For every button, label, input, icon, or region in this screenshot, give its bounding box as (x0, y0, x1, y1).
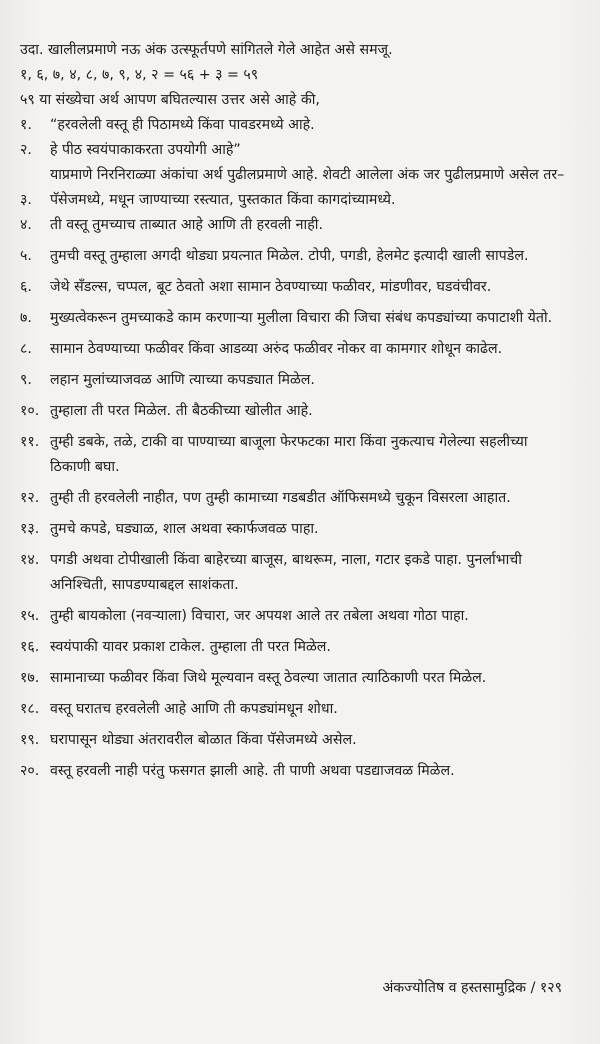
item-number: १२. (20, 490, 40, 506)
list-item (20, 728, 566, 753)
list-item (20, 759, 566, 784)
item-text: तुमचे कपडे, घड्याळ, शाल अथवा स्कार्फजवळ पाहा. (50, 521, 319, 537)
item-text: तुम्ही ती हरवलेली नाहीत, पण तुम्ही कामाच्या गडबडीत ऑफिसमध्ये चुकून विसरला आहात. (50, 490, 511, 506)
item-text: तुम्ही बायकोला (नवऱ्याला) विचारा, जर अपयश आले तर तबेला अथवा गोठा पाहा. (50, 608, 469, 624)
item-text: पगडी अथवा टोपीखाली किंवा बाहेरच्या बाजूस, बाथरूम, नाला, गटार इकडे पाहा. पुनर्लाभाची अनिश्चिती, सापडण्याबद्दल साशंकता. (50, 552, 522, 593)
list-item (20, 486, 566, 511)
item-text: हे पीठ स्वयंपाकाकरता उपयोगी आहे” (50, 142, 241, 158)
item-number: ६. (20, 279, 32, 295)
item-text: याप्रमाणे निरनिराळ्या अंकांचा अर्थ पुढीलप्रमाणे आहे. शेवटी आलेला अंक जर पुढीलप्रमाणे असेल तर– (50, 167, 565, 183)
intro-line-digits: १, ६, ७, ४, ८, ७, ९, ४, २ = ५६ + ३ = ५९ (20, 67, 259, 83)
list-item (20, 368, 566, 393)
list-item (20, 548, 566, 598)
item-number: ११. (20, 434, 40, 450)
item-text: तुम्ही डबके, तळे, टाकी वा पाण्याच्या बाजूला फेरफटका मारा किंवा नुकत्याच गेलेल्या सहलीच्या ठिकाणी बघा. (50, 434, 528, 475)
item-text: तुम्हाला ती परत मिळेल. ती बैठकीच्या खोलीत आहे. (50, 403, 313, 419)
item-number: ८. (20, 341, 32, 357)
item-text: जेथे सँडल्स, चप्पल, बूट ठेवतो अशा सामान ठेवण्याच्या फळीवर, मांडणीवर, घडवंचीवर. (50, 279, 492, 295)
item-number: १. (20, 117, 32, 133)
list-item (20, 138, 566, 163)
item-text: घरापासून थोड्या अंतरावरील बोळात किंवा पॅसेजमध्ये असेल. (50, 732, 357, 748)
item-text: सामान ठेवण्याच्या फळीवर किंवा आडव्या अरुंद फळीवर नोकर वा कामगार शोधून काढेल. (50, 341, 503, 357)
list-item (20, 306, 566, 331)
list-item (20, 666, 566, 691)
item-number: ५. (20, 248, 32, 264)
item-number: १६. (20, 639, 40, 655)
item-text: ती वस्तू तुमच्याच ताब्यात आहे आणि ती हरवली नाही. (50, 217, 323, 233)
item-text: मुख्यत्वेकरून तुमच्याकडे काम करणाऱ्या मुलीला विचारा की जिचा संबंध कपड्यांच्या कपाटाशी येतो. (50, 310, 553, 326)
item-number: ३. (20, 192, 32, 208)
item-number: २०. (20, 763, 40, 779)
list-item (20, 337, 566, 362)
item-text: स्वयंपाकी यावर प्रकाश टाकेल. तुम्हाला ती परत मिळेल. (50, 639, 331, 655)
list-item (20, 244, 566, 269)
list-item (20, 430, 566, 480)
page-footer: अंकज्योतिष व हस्तसामुद्रिक / १२९ (382, 980, 562, 996)
intro-line-example: उदा. खालीलप्रमाणे नऊ अंक उत्स्फूर्तपणे सांगितले गेले आहेत असे समजू. (20, 42, 393, 58)
item-number: १४. (20, 552, 40, 568)
list-item (20, 604, 566, 629)
item-number: १८. (20, 701, 40, 717)
item-number: १०. (20, 403, 40, 419)
item-number: ९. (20, 372, 32, 388)
item-number: २. (20, 142, 32, 158)
item-number: ४. (20, 217, 32, 233)
list-item (20, 275, 566, 300)
list-item (20, 163, 566, 188)
list-item (20, 399, 566, 424)
item-number: १३. (20, 521, 40, 537)
item-text: सामानाच्या फळीवर किंवा जिथे मूल्यवान वस्तू ठेवल्या जातात त्याठिकाणी परत मिळेल. (50, 670, 487, 686)
list-item (20, 188, 566, 213)
item-text: वस्तू हरवली नाही परंतु फसगत झाली आहे. ती पाणी अथवा पडद्याजवळ मिळेल. (50, 763, 455, 779)
item-text: “हरवलेली वस्तू ही पिठामध्ये किंवा पावडरमध्ये आहे. (50, 117, 315, 133)
item-number: १९. (20, 732, 40, 748)
intro-line-meaning: ५९ या संख्येचा अर्थ आपण बघितल्यास उत्तर असे आहे की, (20, 92, 320, 108)
list-item (20, 113, 566, 138)
meaning-list (20, 113, 566, 784)
item-text: तुमची वस्तू तुम्हाला अगदी थोड्या प्रयत्नात मिळेल. टोपी, पगडी, हेलमेट इत्यादी खाली सापडेल. (50, 248, 529, 264)
item-number: ७. (20, 310, 32, 326)
item-text: लहान मुलांच्याजवळ आणि त्याच्या कपड्यात मिळेल. (50, 372, 315, 388)
item-number: १७. (20, 670, 40, 686)
list-item (20, 213, 566, 238)
item-text: वस्तू घरातच हरवलेली आहे आणि ती कपड्यांमधून शोधा. (50, 701, 338, 717)
item-text: पॅसेजमध्ये, मधून जाण्याच्या रस्त्यात, पुस्तकात किंवा कागदांच्यामध्ये. (50, 192, 396, 208)
list-item (20, 517, 566, 542)
list-item (20, 635, 566, 660)
list-item (20, 697, 566, 722)
item-number: १५. (20, 608, 40, 624)
